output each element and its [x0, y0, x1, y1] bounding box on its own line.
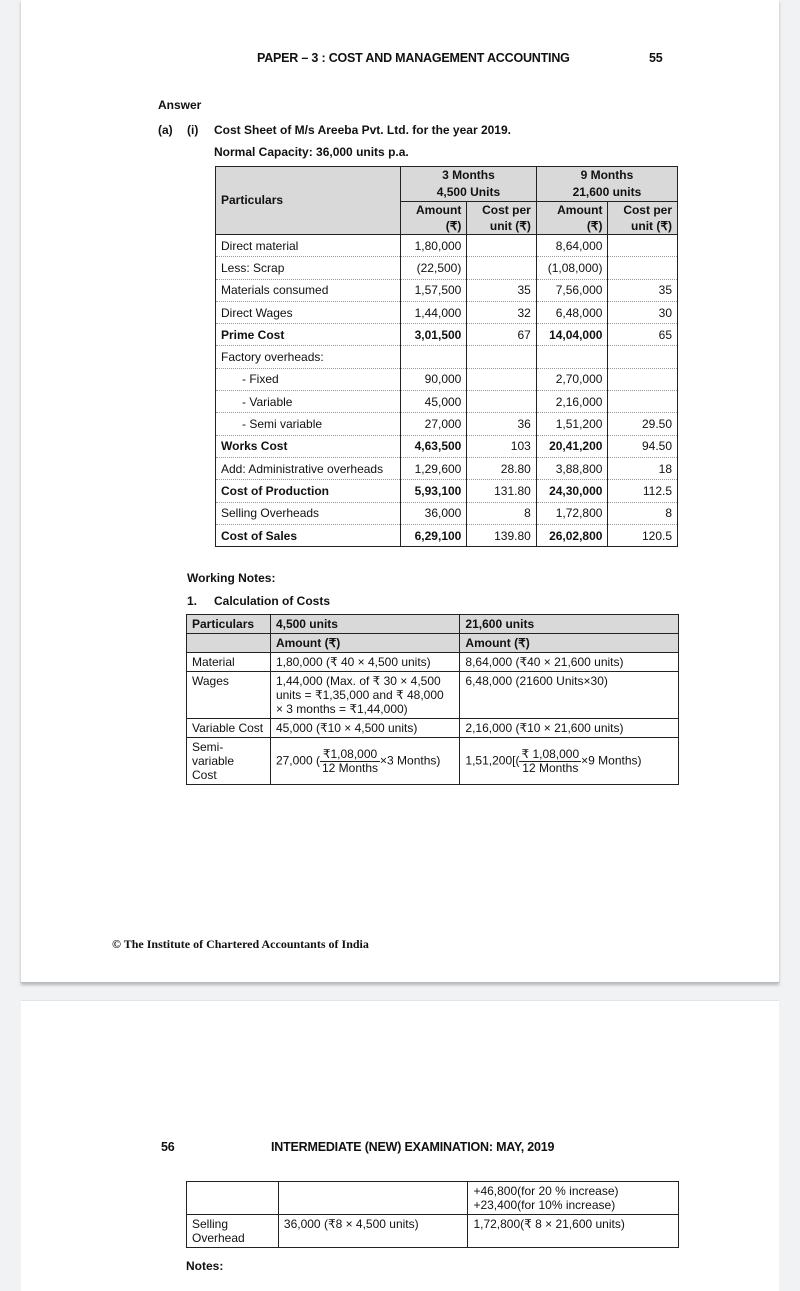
cell-value [536, 346, 608, 368]
row-label: Add: Administrative overheads [216, 457, 401, 479]
cost-sheet-table [215, 166, 678, 547]
cell-value: 6,29,100 [401, 524, 467, 546]
header-particulars: Particulars [187, 615, 271, 634]
cell-value [467, 346, 536, 368]
table-header-row [187, 634, 679, 653]
document-page-55 [21, 0, 779, 983]
header-4500-units: 4,500 units [270, 615, 459, 634]
header-21600-units: 21,600 units [460, 615, 679, 634]
table-row [216, 502, 678, 524]
row-label: Direct material [216, 235, 401, 257]
note-number: 1. [187, 594, 198, 608]
cell-value: 36,000 (₹8 × 4,500 units) [278, 1215, 468, 1248]
col-header-amount: Amount (₹) [401, 202, 467, 235]
table-row [216, 413, 678, 435]
table-row-wages [187, 672, 679, 719]
cell-value: 103 [467, 435, 536, 457]
table-row [216, 368, 678, 390]
cell-value [608, 257, 678, 279]
col-header-amount: Amount (₹) [536, 202, 608, 235]
cell-value: 45,000 [401, 391, 467, 413]
row-label: - Variable [216, 391, 401, 413]
cell-value: 26,02,800 [536, 524, 608, 546]
fraction: $\frac{₹1,08,000}{\text{12 Months}}$ [321, 746, 379, 775]
cell-value: 6,48,000 [536, 301, 608, 323]
row-label: Prime Cost [216, 324, 401, 346]
cell-value: 2,16,000 [536, 391, 608, 413]
table-row [216, 346, 678, 368]
cell-value: 45,000 (₹10 × 4,500 units) [270, 719, 459, 738]
calculation-of-costs-table-continued [186, 1181, 679, 1248]
col-header-cost-per-unit: Cost per unit (₹) [608, 202, 678, 235]
cell-value: (22,500) [401, 257, 467, 279]
table-row-semi-variable-cost [187, 738, 679, 785]
table-row [216, 235, 678, 257]
cell-value: 4,63,500 [401, 435, 467, 457]
cell-value: 67 [467, 324, 536, 346]
table-row [216, 457, 678, 479]
cell-value: 1,51,200[( $\frac{₹ 1,08,000}{\text{12 Months}}$ ×9 Months) [460, 738, 679, 785]
cell-value: 139.80 [467, 524, 536, 546]
table-row [216, 391, 678, 413]
row-label: Materials consumed [216, 279, 401, 301]
note-title: Calculation of Costs [214, 594, 331, 608]
working-notes-heading: Working Notes: [187, 571, 276, 585]
row-label: Selling Overhead [187, 1215, 279, 1248]
cell-value: 3,01,500 [401, 324, 467, 346]
table-row [216, 524, 678, 546]
cell-value: 2,70,000 [536, 368, 608, 390]
row-label: - Semi variable [216, 413, 401, 435]
cell-value: 20,41,200 [536, 435, 608, 457]
cell-value [467, 235, 536, 257]
table-row [216, 257, 678, 279]
cell-value: 6,48,000 (21600 Units×30) [460, 672, 679, 719]
cell-value [467, 257, 536, 279]
row-label: Cost of Sales [216, 524, 401, 546]
cell-value: 1,72,800(₹ 8 × 21,600 units) [468, 1215, 679, 1248]
row-label: Works Cost [216, 435, 401, 457]
cell-value: 1,51,200 [536, 413, 608, 435]
cell-value: 1,80,000 [401, 235, 467, 257]
cell-value [467, 391, 536, 413]
cell-value: 8 [608, 502, 678, 524]
row-label: Factory overheads: [216, 346, 401, 368]
cell-value [608, 391, 678, 413]
cell-value: 112.5 [608, 480, 678, 502]
cell-value: 1,80,000 (₹ 40 × 4,500 units) [270, 653, 459, 672]
row-label: Selling Overheads [216, 502, 401, 524]
fraction: $\frac{₹ 1,08,000}{\text{12 Months}}$ [521, 746, 580, 775]
cell-value: 35 [608, 279, 678, 301]
running-header: INTERMEDIATE (NEW) EXAMINATION: MAY, 2019 [271, 1140, 555, 1154]
col-group-3-months: 3 Months 4,500 Units [401, 167, 537, 202]
capacity-line: Normal Capacity: 36,000 units p.a. [214, 145, 409, 159]
cell-value: 65 [608, 324, 678, 346]
cell-value: 8,64,000 [536, 235, 608, 257]
running-header: PAPER – 3 : COST AND MANAGEMENT ACCOUNTING [257, 51, 570, 65]
header-amount: Amount (₹) [270, 634, 459, 653]
cell-value: 8,64,000 (₹40 × 21,600 units) [460, 653, 679, 672]
row-label: Direct Wages [216, 301, 401, 323]
cell-value: 30 [608, 301, 678, 323]
cell-value: 14,04,000 [536, 324, 608, 346]
cell-value: 27,000 [401, 413, 467, 435]
cell-value: 32 [467, 301, 536, 323]
cell-value: 3,88,800 [536, 457, 608, 479]
cell-value: 7,56,000 [536, 279, 608, 301]
table-header-row [187, 615, 679, 634]
cell-value: +46,800(for 20 % increase) +23,400(for 10% increase) [468, 1182, 679, 1215]
cell-value: 36,000 [401, 502, 467, 524]
cell-value [401, 346, 467, 368]
header-amount: Amount (₹) [460, 634, 679, 653]
row-label: Cost of Production [216, 480, 401, 502]
table-row [216, 301, 678, 323]
cell-value: 1,29,600 [401, 457, 467, 479]
cell-value: 35 [467, 279, 536, 301]
row-label: - Fixed [216, 368, 401, 390]
table-row-variable-cost [187, 719, 679, 738]
cell-value: 131.80 [467, 480, 536, 502]
cell-value: 36 [467, 413, 536, 435]
cell-value: 2,16,000 (₹10 × 21,600 units) [460, 719, 679, 738]
row-label: Wages [187, 672, 271, 719]
table-row-selling-overhead [187, 1215, 679, 1248]
cell-value: 94.50 [608, 435, 678, 457]
cell-value: 1,72,800 [536, 502, 608, 524]
cell-value: 18 [608, 457, 678, 479]
cell-value: 27,000 ( $\frac{₹1,08,000}{\text{12 Months}}$ ×3 Months) [270, 738, 459, 785]
table-row-material [187, 653, 679, 672]
cell-value [608, 346, 678, 368]
part-label: (a) [158, 123, 173, 137]
cell-value: 1,57,500 [401, 279, 467, 301]
notes-heading: Notes: [186, 1259, 224, 1273]
cell-value [467, 368, 536, 390]
col-header-cost-per-unit: Cost per unit (₹) [467, 202, 536, 235]
copyright-footer: © The Institute of Chartered Accountants of India [112, 937, 369, 951]
cell-value: 8 [467, 502, 536, 524]
cell-value: 1,44,000 (Max. of ₹ 30 × 4,500 units = ₹1,35,000 and ₹ 48,000 × 3 months = ₹1,44,000) [270, 672, 459, 719]
cell-value [608, 235, 678, 257]
page-number: 56 [161, 1140, 175, 1154]
cell-value: 24,30,000 [536, 480, 608, 502]
cell-value: 120.5 [608, 524, 678, 546]
cell-value [608, 368, 678, 390]
cell-value: 90,000 [401, 368, 467, 390]
row-label: Semi-variable Cost [187, 738, 271, 785]
col-group-9-months: 9 Months 21,600 units [536, 167, 677, 202]
row-label: Variable Cost [187, 719, 271, 738]
table-row-increase [187, 1182, 679, 1215]
row-label: Material [187, 653, 271, 672]
row-label: Less: Scrap [216, 257, 401, 279]
calculation-of-costs-table [186, 614, 679, 785]
page-number: 55 [649, 51, 663, 65]
table-row [216, 435, 678, 457]
answer-heading: Answer [158, 98, 202, 112]
col-header-particulars: Particulars [216, 167, 401, 235]
cell-value: 5,93,100 [401, 480, 467, 502]
table-row [216, 324, 678, 346]
table-row [216, 279, 678, 301]
cell-value: 28.80 [467, 457, 536, 479]
cost-sheet-title: Cost Sheet of M/s Areeba Pvt. Ltd. for the year 2019. [214, 123, 511, 137]
cell-value: 1,44,000 [401, 301, 467, 323]
cell-value: (1,08,000) [536, 257, 608, 279]
subpart-label: (i) [187, 123, 199, 137]
table-row [216, 480, 678, 502]
cell-value: 29.50 [608, 413, 678, 435]
document-page-56 [21, 1000, 779, 1291]
